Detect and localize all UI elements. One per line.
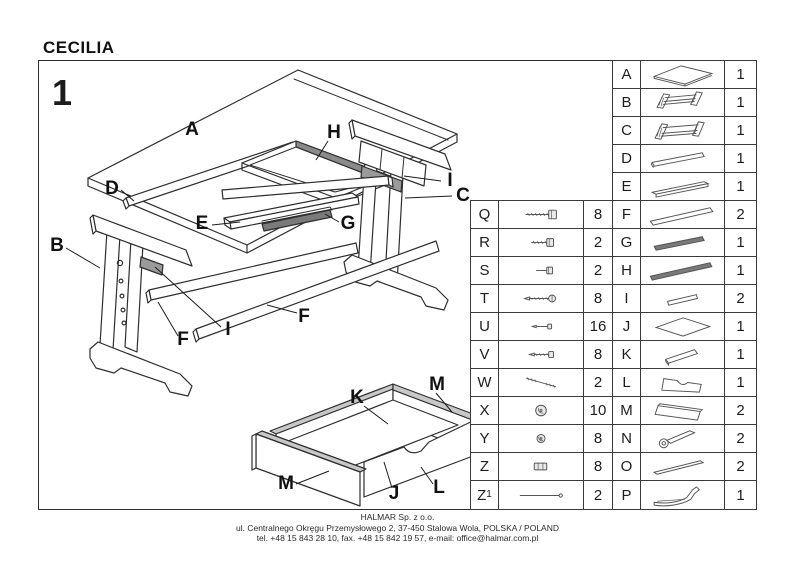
rod-thin-icon — [641, 453, 725, 480]
parts-row — [613, 173, 756, 201]
label-c: C — [456, 185, 470, 206]
footer-address: ul. Centralnego Okręgu Przemysłowego 2, 37-450 Stalowa Wola, POLSKA / POLAND — [235, 522, 559, 533]
parts-row — [613, 341, 756, 369]
label-g: G — [340, 213, 356, 234]
part-qty: 1 — [736, 150, 745, 167]
hardware-row — [471, 201, 612, 229]
part-qty: 1 — [736, 374, 745, 391]
cam-lock-large-icon — [499, 397, 584, 424]
part-letter: K — [613, 341, 641, 368]
parts-row — [613, 201, 756, 229]
part-qty: 1 — [736, 318, 745, 335]
part-qty: 1 — [736, 178, 745, 195]
stretcher-rails-part — [146, 241, 439, 342]
bracket-curved-icon — [641, 481, 725, 509]
parts-row — [613, 61, 756, 89]
part-qty: 2 — [736, 430, 745, 447]
parts-row — [613, 117, 756, 145]
rail-long-icon — [641, 201, 725, 228]
part-letter: G — [613, 229, 641, 256]
panel-notched-icon — [641, 369, 725, 396]
parts-row — [613, 369, 756, 397]
part-letter: D — [613, 145, 641, 172]
part-qty: 1 — [736, 346, 745, 363]
hardware-qty: 8 — [593, 458, 603, 475]
right-trestle-part — [344, 120, 451, 310]
part-letter: M — [613, 397, 641, 424]
hardware-letter: Z 1 — [471, 481, 499, 509]
label-l: L — [433, 477, 445, 498]
hardware-row — [471, 481, 612, 509]
part-letter: C — [613, 117, 641, 144]
part-qty: 2 — [736, 290, 745, 307]
part-qty: 1 — [736, 66, 745, 83]
part-letter: F — [613, 201, 641, 228]
nail-long-icon — [499, 481, 584, 509]
tabletop-panel-icon — [641, 61, 725, 88]
parts-row — [613, 453, 756, 481]
hardware-row — [471, 453, 612, 481]
dowel-screw-angled-icon — [499, 369, 584, 396]
part-letter: L — [613, 369, 641, 396]
label-m-top: M — [429, 374, 445, 395]
parts-row — [613, 229, 756, 257]
rail-board-icon — [641, 173, 725, 200]
label-e: E — [195, 213, 209, 234]
part-qty: 2 — [736, 458, 745, 475]
label-f-right: F — [298, 306, 310, 327]
part-letter: P — [613, 481, 641, 509]
hardware-qty: 2 — [593, 234, 603, 251]
hardware-qty: 8 — [593, 206, 603, 223]
panel-flat-icon — [641, 313, 725, 340]
rail-thin-icon — [641, 145, 725, 172]
sleeve-plug-icon — [499, 453, 584, 480]
part-qty: 1 — [736, 234, 745, 251]
hardware-row — [471, 229, 612, 257]
cam-lock-small-icon — [499, 425, 584, 452]
hardware-letter: Y — [471, 425, 499, 452]
hardware-letter: V — [471, 341, 499, 368]
parts-row — [613, 257, 756, 285]
label-a: A — [185, 119, 199, 140]
rail-short-icon — [641, 285, 725, 312]
parts-row — [613, 285, 756, 313]
screw-small-icon — [499, 313, 584, 340]
label-i-right: I — [447, 170, 453, 191]
hardware-letter-text: Z — [477, 486, 487, 504]
hardware-letter: S — [471, 257, 499, 284]
label-b: B — [50, 235, 64, 256]
part-letter: N — [613, 425, 641, 452]
part-letter: B — [613, 89, 641, 116]
bolt-medium-icon — [499, 229, 584, 256]
part-qty: 2 — [736, 402, 745, 419]
step-number: 1 — [52, 72, 73, 113]
hardware-letter: T — [471, 285, 499, 312]
label-f-left: F — [177, 329, 189, 350]
panel-side-icon — [641, 397, 725, 424]
screw-medium-icon — [499, 341, 584, 368]
hardware-row — [471, 257, 612, 285]
hardware-row — [471, 369, 612, 397]
part-qty: 1 — [736, 262, 745, 279]
footer — [0, 512, 795, 544]
label-m-bottom: M — [278, 473, 294, 494]
hardware-letter: R — [471, 229, 499, 256]
trestle-leg-right-icon — [641, 117, 725, 144]
parts-row — [613, 89, 756, 117]
hardware-letter: Z — [471, 453, 499, 480]
hardware-row — [471, 285, 612, 313]
hardware-qty: 10 — [589, 402, 607, 419]
hardware-qty: 8 — [593, 290, 603, 307]
hardware-letter: Q — [471, 201, 499, 228]
bolt-long-icon — [499, 201, 584, 228]
parts-row — [613, 397, 756, 425]
hardware-row — [471, 313, 612, 341]
label-d: D — [105, 178, 119, 199]
part-letter: I — [613, 285, 641, 312]
hardware-letter: U — [471, 313, 499, 340]
parts-row — [613, 145, 756, 173]
footer-contact: tel. +48 15 843 28 10, fax. +48 15 842 19 57, e-mail: office@halmar.com.pl — [256, 533, 539, 543]
bolt-short-icon — [499, 257, 584, 284]
rail-dark-icon — [641, 229, 725, 256]
part-qty: 1 — [736, 94, 745, 111]
label-k: K — [350, 387, 364, 408]
hardware-qty: 8 — [593, 346, 603, 363]
trestle-leg-left-icon — [641, 89, 725, 116]
hardware-letter: X — [471, 397, 499, 424]
page-title: CECILIA — [43, 38, 115, 57]
hardware-qty: 16 — [589, 318, 607, 335]
hardware-row — [471, 341, 612, 369]
panel-small-icon — [641, 341, 725, 368]
rail-dark-long-icon — [641, 257, 725, 284]
part-letter: J — [613, 313, 641, 340]
hardware-qty: 8 — [593, 430, 603, 447]
hardware-qty: 2 — [593, 374, 603, 391]
part-letter: E — [613, 173, 641, 200]
label-j: J — [388, 483, 400, 504]
label-i-left: I — [225, 319, 231, 340]
hardware-row — [471, 397, 612, 425]
part-qty: 2 — [736, 206, 745, 223]
hardware-row — [471, 425, 612, 453]
hardware-letter: W — [471, 369, 499, 396]
footer-company: HALMAR Sp. z o.o. — [360, 512, 435, 522]
left-trestle-part — [90, 215, 192, 396]
part-letter: A — [613, 61, 641, 88]
parts-row — [613, 313, 756, 341]
parts-row — [613, 481, 756, 509]
parts-table — [612, 60, 757, 510]
screw-coarse-icon — [499, 285, 584, 312]
hardware-qty: 2 — [593, 486, 603, 504]
part-letter: H — [613, 257, 641, 284]
part-qty: 1 — [736, 486, 745, 504]
parts-row — [613, 425, 756, 453]
hardware-table — [470, 200, 613, 510]
part-qty: 1 — [736, 122, 745, 139]
hardware-qty: 2 — [593, 262, 603, 279]
label-h: H — [327, 122, 341, 143]
cam-key-tool-icon — [641, 425, 725, 452]
part-letter: O — [613, 453, 641, 480]
